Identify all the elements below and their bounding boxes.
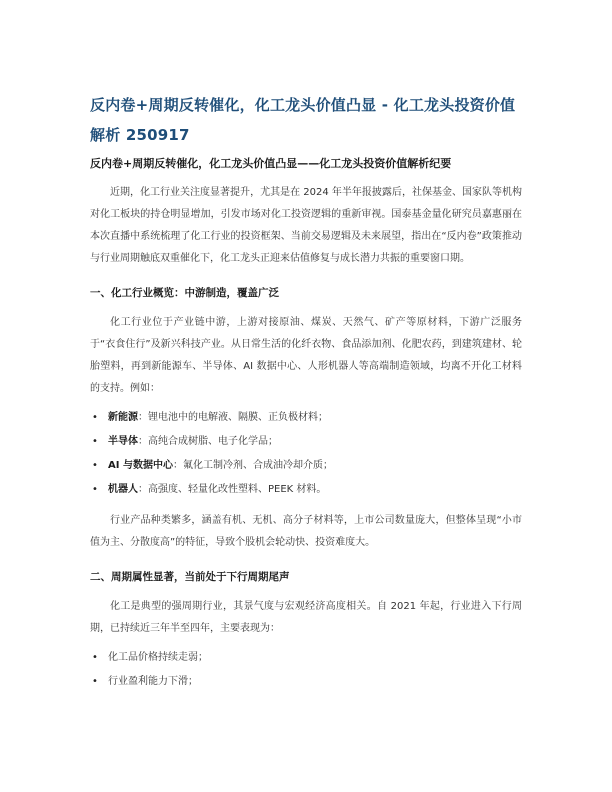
- list-item-term: 半导体: [108, 436, 138, 447]
- section-1-heading: 一、化工行业概览：中游制造，覆盖广泛: [90, 287, 279, 299]
- list-item-text: 化工品价格持续走弱；: [108, 652, 208, 663]
- list-item-semiconductor: [90, 430, 522, 454]
- document-subtitle: 反内卷+周期反转催化，化工龙头价值凸显——化工龙头投资价值解析纪要: [90, 157, 452, 170]
- document-content: [90, 90, 522, 694]
- section-1-paragraph-1: 化工行业位于产业链中游，上游对接原油、煤炭、天然气、矿产等原材料，下游广泛服务于“衣食住行”及新兴科技产业。从日常生活的化纤衣物、食品添加剂、化肥农药，到建筑建材、轮胎塑料，再到新能源车、半导体、AI 数据中心、人形机器人等高端制造领域，均离不开化工材料的支持。例如：: [90, 317, 522, 394]
- list-item-text: 行业盈利能力下滑；: [108, 676, 198, 687]
- list-item-desc: ：氟化工制冷剂、合成油冷却介质；: [172, 460, 333, 471]
- bullet-icon: •: [92, 460, 98, 471]
- bullet-icon: •: [92, 436, 98, 447]
- list-item-robot: [90, 478, 522, 502]
- list-item-new-energy: [90, 406, 522, 430]
- document-title: 反内卷+周期反转催化，化工龙头价值凸显 - 化工龙头投资价值解析 250917: [90, 96, 516, 144]
- section-1-list: [90, 406, 522, 502]
- list-item-desc: ：高强度、轻量化改性塑料、PEEK 材料。: [138, 484, 327, 495]
- section-2-paragraph-1: 化工是典型的强周期行业，其景气度与宏观经济高度相关。自 2021 年起，行业进入下行周期，已持续近三年半至四年，主要表现为：: [90, 601, 522, 634]
- list-item: [90, 670, 522, 694]
- list-item-term: AI 与数据中心: [108, 460, 173, 471]
- list-item: [90, 646, 522, 670]
- list-item-ai-datacenter: [90, 454, 522, 478]
- intro-paragraph: 近期，化工行业关注度显著提升，尤其是在 2024 年半年报披露后，社保基金、国家队等机构对化工板块的持仓明显增加，引发市场对化工投资逻辑的重新审视。国泰基金量化研究员嘉惠丽在本次直播中系统梳理了化工行业的投资框架、当前交易逻辑及未来展望，指出在“反内卷”政策推动与行业周期触底双重催化下，化工龙头正迎来估值修复与成长潜力共振的重要窗口期。: [90, 187, 522, 264]
- list-item-term: 新能源: [108, 412, 138, 423]
- section-2-list: [90, 646, 522, 694]
- section-1-paragraph-2: 行业产品种类繁多，涵盖有机、无机、高分子材料等，上市公司数量庞大，但整体呈现“小市值为主、分散度高”的特征，导致个股机会轮动快、投资难度大。: [90, 515, 522, 548]
- bullet-icon: •: [92, 652, 98, 663]
- section-2-heading: 二、周期属性显著，当前处于下行周期尾声: [90, 571, 290, 583]
- bullet-icon: •: [92, 676, 98, 687]
- bullet-icon: •: [92, 412, 98, 423]
- list-item-term: 机器人: [108, 484, 138, 495]
- list-item-desc: ：高纯合成树脂、电子化学品；: [138, 436, 278, 447]
- list-item-desc: ：锂电池中的电解液、隔膜、正负极材料；: [138, 412, 328, 423]
- bullet-icon: •: [92, 484, 98, 495]
